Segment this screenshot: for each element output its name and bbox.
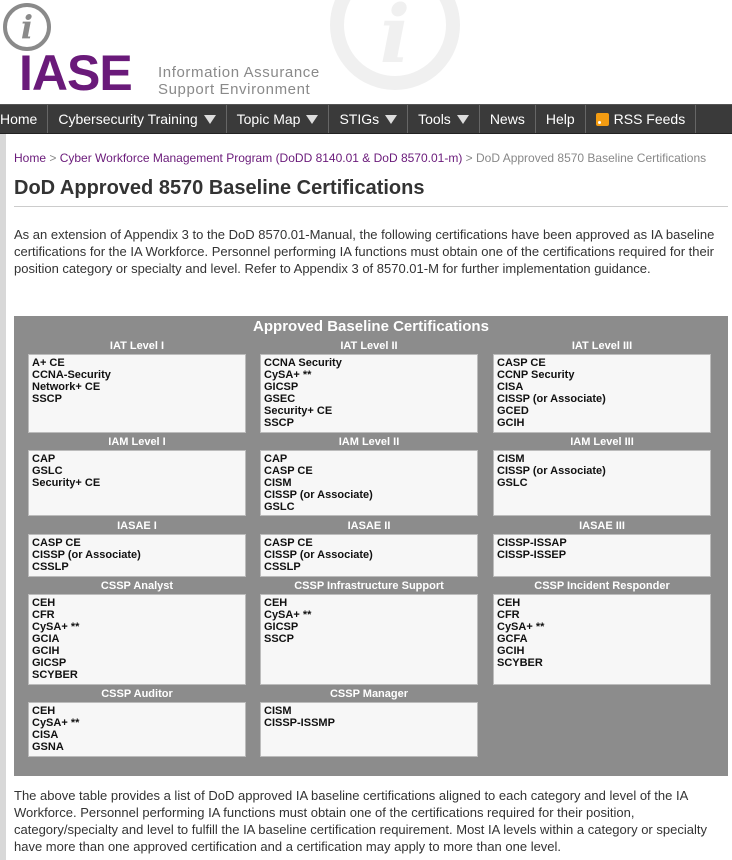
category-title: CSSP Auditor — [101, 688, 173, 700]
certification-item: CISA — [32, 729, 59, 741]
certification-item: CISM — [497, 453, 525, 465]
certification-item: GSLC — [32, 465, 63, 477]
certification-item: GCED — [497, 405, 529, 417]
site-logo[interactable]: IASE — [19, 45, 132, 101]
nav-item-stigs[interactable] — [329, 105, 408, 133]
info-logo-icon[interactable]: i — [3, 3, 51, 51]
certification-item: GCFA — [497, 633, 528, 645]
certification-item: CASP CE — [497, 357, 546, 369]
nav-item-topic-map[interactable] — [227, 105, 330, 133]
certification-item: GCIH — [497, 417, 525, 429]
certification-item: Network+ CE — [32, 381, 101, 393]
site-header — [0, 0, 732, 104]
certification-item: CASP CE — [264, 537, 313, 549]
caret-down-icon[interactable] — [457, 115, 469, 124]
nav-item-label: STIGs — [339, 111, 380, 127]
nav-item-rss-feeds[interactable] — [586, 105, 697, 133]
info-watermark-icon: i — [330, 0, 460, 90]
certification-item: CISSP-ISSEP — [497, 549, 567, 561]
nav-item-home[interactable] — [0, 105, 48, 133]
caret-down-icon[interactable] — [306, 115, 318, 124]
left-border — [0, 134, 6, 860]
certification-item: Security+ CE — [32, 477, 101, 489]
certification-list — [28, 354, 246, 433]
category-title: IAM Level I — [108, 436, 166, 448]
certification-item: CISM — [264, 477, 292, 489]
certification-item: CCNP Security — [497, 369, 575, 381]
category-cssp-incident-responder — [493, 578, 711, 685]
breadcrumb-separator: > — [46, 151, 60, 165]
certification-item: CASP CE — [32, 537, 81, 549]
category-title: IASAE I — [117, 520, 157, 532]
certification-list — [260, 354, 478, 433]
certification-item: GICSP — [32, 657, 67, 669]
category-title: CSSP Manager — [329, 688, 409, 700]
certification-item: A+ CE — [32, 357, 65, 369]
category-iam-level-ii — [260, 434, 478, 516]
category-cssp-manager — [260, 686, 478, 757]
category-cssp-analyst — [28, 578, 246, 685]
category-iat-level-ii — [260, 338, 478, 433]
rss-icon — [596, 113, 609, 126]
certification-item: GSLC — [497, 477, 528, 489]
certification-list — [260, 450, 478, 516]
subtitle-line-1: Information Assurance — [158, 64, 320, 81]
category-cssp-auditor — [28, 686, 246, 757]
nav-item-label: RSS Feeds — [613, 111, 686, 127]
certification-item: CSSLP — [32, 561, 69, 573]
certification-item: GSLC — [264, 501, 295, 513]
certification-list — [28, 594, 246, 685]
certification-item: CEH — [32, 597, 56, 609]
category-title: IAT Level II — [340, 340, 398, 352]
category-title: CSSP Incident Responder — [534, 580, 670, 592]
breadcrumb-home-link[interactable]: Home — [14, 151, 47, 165]
certification-item: SSCP — [32, 393, 62, 405]
category-title: IAT Level I — [109, 340, 165, 352]
certification-item: CCNA-Security — [32, 369, 111, 381]
certification-item: CEH — [264, 597, 288, 609]
nav-item-news[interactable] — [480, 105, 536, 133]
nav-item-label: Cybersecurity Training — [58, 111, 198, 127]
category-iat-level-iii — [493, 338, 711, 433]
breadcrumb-separator: > — [462, 151, 477, 165]
certification-list — [28, 702, 246, 757]
certification-item: CASP CE — [264, 465, 313, 477]
certification-item: CISSP-ISSMP — [264, 717, 335, 729]
certification-item: GCIA — [32, 633, 60, 645]
caret-down-icon[interactable] — [385, 115, 397, 124]
nav-item-help[interactable] — [536, 105, 586, 133]
nav-item-tools[interactable] — [408, 105, 480, 133]
table-title: Approved Baseline Certifications — [253, 318, 489, 335]
certification-item: CISA — [497, 381, 524, 393]
category-title: CSSP Analyst — [100, 580, 174, 592]
certification-list — [493, 594, 711, 685]
certification-item: GCIH — [497, 645, 525, 657]
certification-item: CySA+ ** — [32, 717, 80, 729]
category-iam-level-i — [28, 434, 246, 516]
main-content — [14, 134, 728, 854]
category-iasae-iii — [493, 518, 711, 577]
certifications-table — [14, 316, 728, 776]
certification-item: CISSP-ISSAP — [497, 537, 567, 549]
category-cssp-infrastructure-support — [260, 578, 478, 685]
site-subtitle — [158, 64, 320, 98]
category-iat-level-i — [28, 338, 246, 433]
certification-list — [260, 534, 478, 577]
certification-item: CFR — [32, 609, 55, 621]
category-iasae-ii — [260, 518, 478, 577]
certification-item: CEH — [497, 597, 521, 609]
subtitle-line-2: Support Environment — [158, 81, 311, 98]
certification-item: CySA+ ** — [32, 621, 80, 633]
certification-item: SCYBER — [497, 657, 543, 669]
category-iam-level-iii — [493, 434, 711, 516]
certification-item: CySA+ ** — [264, 609, 312, 621]
main-nav — [0, 104, 732, 134]
certification-item: CFR — [497, 609, 520, 621]
certification-item: CEH — [32, 705, 56, 717]
nav-item-label: Help — [545, 111, 575, 127]
nav-item-label: Topic Map — [236, 111, 301, 127]
certification-item: SSCP — [264, 633, 294, 645]
page-title: DoD Approved 8570 Baseline Certifications — [14, 177, 728, 207]
certification-item: Security+ CE — [264, 405, 333, 417]
nav-item-label: Home — [0, 111, 38, 127]
certification-item: CISSP (or Associate) — [32, 549, 141, 561]
certification-item: CSSLP — [264, 561, 301, 573]
category-title: IAM Level II — [338, 436, 400, 448]
caret-down-icon[interactable] — [204, 115, 216, 124]
intro-paragraph: As an extension of Appendix 3 to the DoD 8570.01-Manual, the following certifications have been approved as IA baseline certifications for the IA Workforce. Personnel performing IA functions must obtain one of the certifications required for their position category or specialty and level. Refer to Appendix 3 of 8570.01-M for further implementation guidance. — [14, 227, 715, 276]
nav-item-cybersecurity-training[interactable] — [48, 105, 226, 133]
certification-item: CCNA Security — [264, 357, 342, 369]
certification-list — [493, 450, 711, 516]
certification-item: GICSP — [264, 621, 299, 633]
certification-item: CISSP (or Associate) — [264, 489, 373, 501]
breadcrumb-parent-link[interactable]: Cyber Workforce Management Program (DoDD 8140.01 & DoD 8570.01-m) — [59, 151, 463, 165]
certification-list — [260, 702, 478, 757]
certification-item: CySA+ ** — [497, 621, 545, 633]
breadcrumb — [14, 151, 728, 165]
outro-paragraph: The above table provides a list of DoD approved IA baseline certifications aligned to each category and level of the IA Workforce. Personnel performing IA functions must obtain one of the certifications required for their position, category/specialty and level to fulfill the IA baseline certification requirement. Most IA levels within a category or specialty have more than one approved certification and a certification may apply to more than one level. — [14, 788, 707, 854]
nav-item-label: Tools — [418, 111, 451, 127]
breadcrumb-current: DoD Approved 8570 Baseline Certifications — [476, 151, 707, 165]
certification-list — [28, 450, 246, 516]
certification-item: GICSP — [264, 381, 299, 393]
category-iasae-i — [28, 518, 246, 577]
category-title: CSSP Infrastructure Support — [294, 580, 444, 592]
category-title: IASAE III — [579, 520, 625, 532]
certification-item: CISM — [264, 705, 292, 717]
certification-item: GSEC — [264, 393, 296, 405]
certification-item: CISSP (or Associate) — [497, 465, 606, 477]
certification-item: SCYBER — [32, 669, 78, 681]
certification-item: CySA+ ** — [264, 369, 312, 381]
certification-item: GCIH — [32, 645, 60, 657]
certification-item: GSNA — [32, 741, 64, 753]
certification-item: CAP — [264, 453, 288, 465]
certification-item: CISSP (or Associate) — [497, 393, 606, 405]
certification-list — [493, 354, 711, 433]
certification-item: CAP — [32, 453, 56, 465]
category-title: IASAE II — [347, 520, 391, 532]
certification-list — [493, 534, 711, 577]
category-title: IAM Level III — [570, 436, 634, 448]
certification-list — [28, 534, 246, 577]
certification-item: SSCP — [264, 417, 294, 429]
category-title: IAT Level III — [571, 340, 633, 352]
nav-item-label: News — [489, 111, 525, 127]
certification-list — [260, 594, 478, 685]
certification-item: CISSP (or Associate) — [264, 549, 373, 561]
